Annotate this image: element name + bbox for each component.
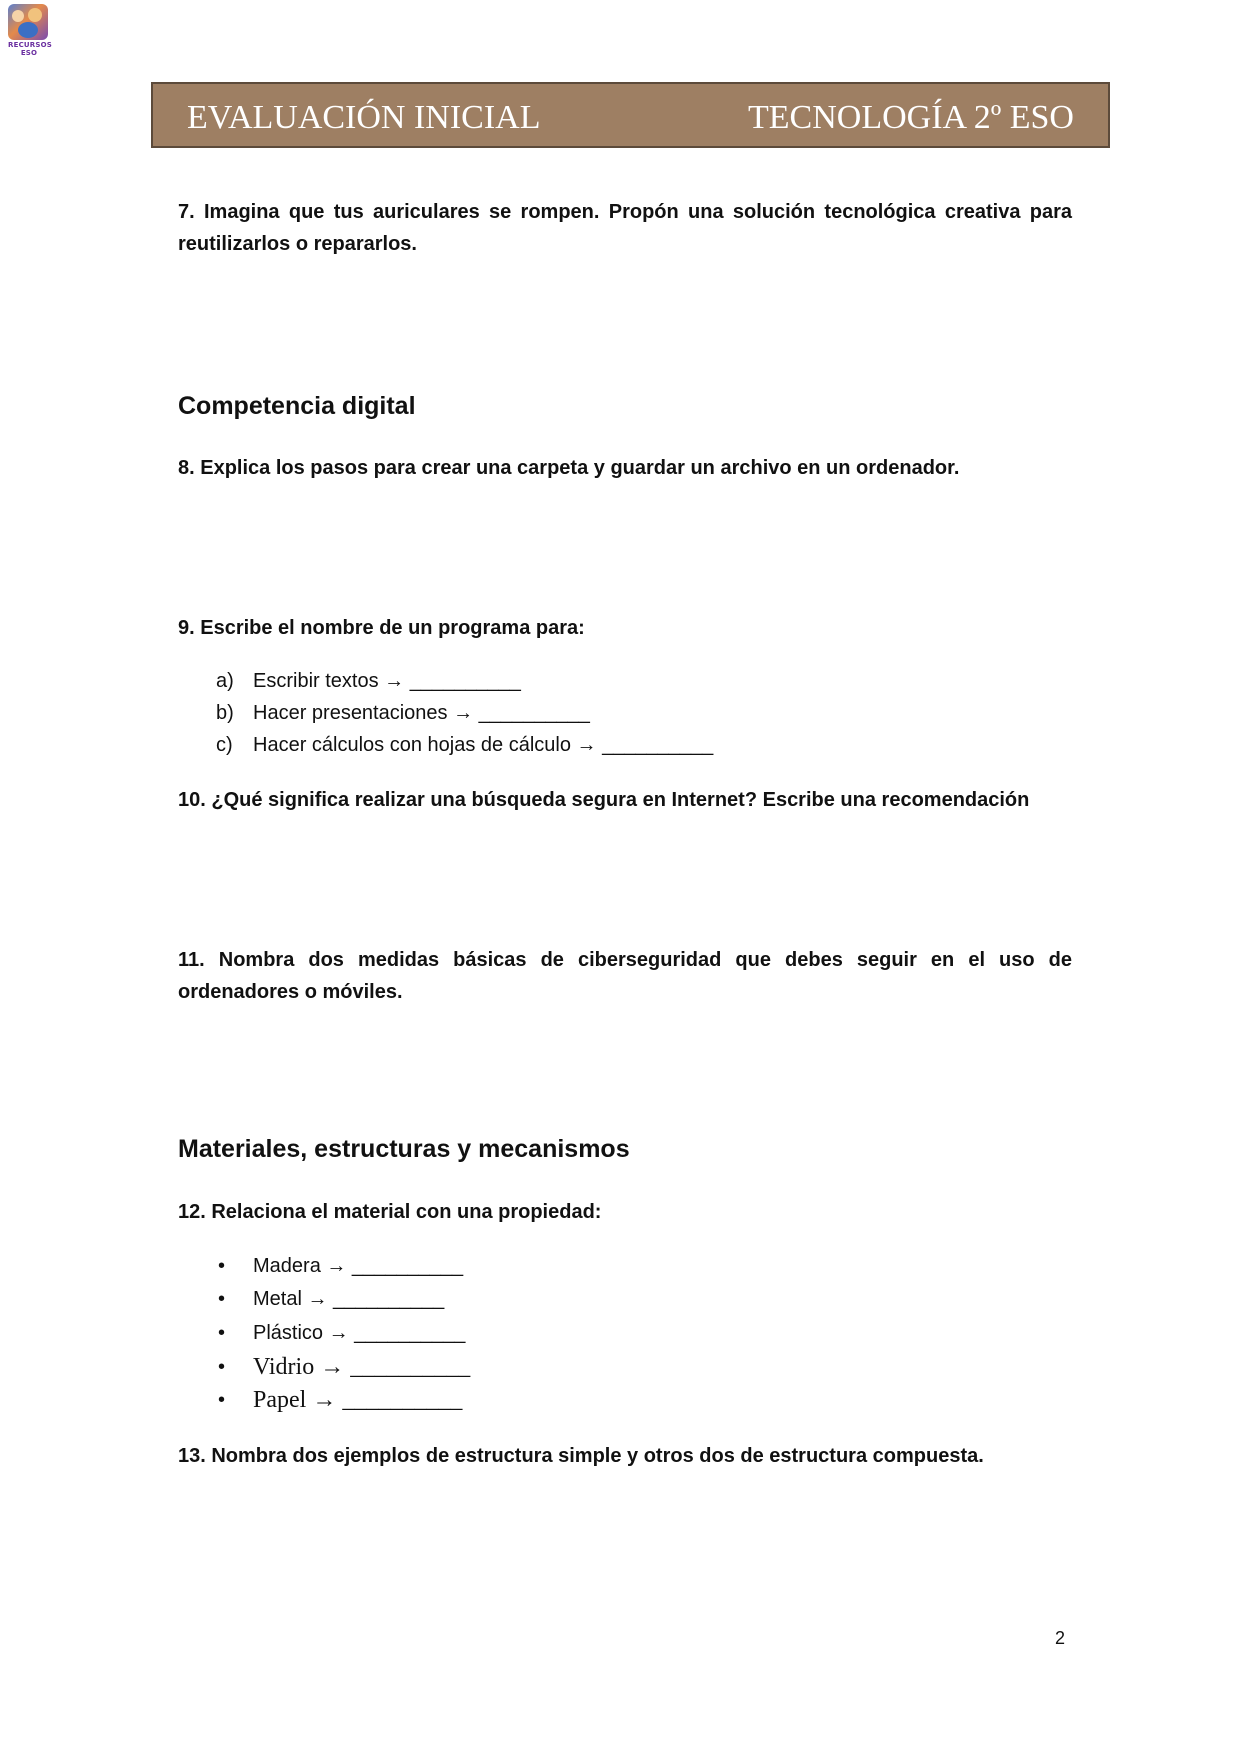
bullet: • bbox=[218, 1389, 226, 1411]
question-12: 12. Relaciona el material con una propiedad: bbox=[178, 1201, 602, 1223]
list-item-text: Papel → __________ bbox=[253, 1387, 463, 1413]
document-header bbox=[151, 82, 1110, 148]
list-item-text: Metal → __________ bbox=[253, 1288, 445, 1310]
bullet: • bbox=[218, 1255, 226, 1277]
question-11: 11. Nombra dos medidas básicas de ciberseguridad que debes seguir en el uso de ordenadores o móviles. bbox=[178, 949, 1072, 1003]
question-9: 9. Escribe el nombre de un programa para: bbox=[178, 617, 585, 639]
list-item-text: Hacer presentaciones → __________ bbox=[253, 702, 590, 724]
header-title: EVALUACIÓN INICIAL bbox=[187, 99, 541, 136]
section-heading-digital: Competencia digital bbox=[178, 392, 416, 420]
list-item bbox=[178, 1351, 1072, 1384]
list-item-text: Hacer cálculos con hojas de cálculo → __________ bbox=[253, 734, 714, 756]
question-12-options bbox=[178, 1250, 1072, 1417]
logo-image bbox=[8, 4, 48, 40]
list-item-text: Plástico → __________ bbox=[253, 1322, 466, 1344]
list-item bbox=[178, 697, 1072, 729]
logo-text: RECURSOS ESO bbox=[8, 41, 53, 57]
list-item-text: Madera → __________ bbox=[253, 1255, 464, 1277]
list-item bbox=[178, 1317, 1072, 1351]
bullet: • bbox=[218, 1288, 226, 1310]
list-item bbox=[178, 665, 1072, 697]
list-marker: c) bbox=[216, 734, 233, 756]
section-heading-materials: Materiales, estructuras y mecanismos bbox=[178, 1135, 630, 1163]
list-item bbox=[178, 1250, 1072, 1283]
list-item-text: Escribir textos → __________ bbox=[253, 670, 521, 692]
header-subject: TECNOLOGÍA 2º ESO bbox=[748, 99, 1074, 136]
list-item bbox=[178, 1384, 1072, 1417]
question-7: 7. Imagina que tus auriculares se rompen. Propón una solución tecnológica creativa para reutilizarlos o repararlos. bbox=[178, 201, 1072, 255]
page-number: 2 bbox=[1055, 1628, 1066, 1648]
logo bbox=[8, 4, 53, 58]
bullet: • bbox=[218, 1356, 226, 1378]
list-item bbox=[178, 1283, 1072, 1317]
question-13: 13. Nombra dos ejemplos de estructura simple y otros dos de estructura compuesta. bbox=[178, 1445, 984, 1467]
question-9-options bbox=[178, 665, 1072, 761]
list-item bbox=[178, 729, 1072, 761]
bullet: • bbox=[218, 1322, 226, 1344]
question-8: 8. Explica los pasos para crear una carpeta y guardar un archivo en un ordenador. bbox=[178, 457, 960, 479]
question-10: 10. ¿Qué significa realizar una búsqueda segura en Internet? Escribe una recomendación bbox=[178, 789, 1030, 811]
list-item-text: Vidrio → __________ bbox=[253, 1354, 471, 1380]
list-marker: b) bbox=[216, 702, 234, 724]
list-marker: a) bbox=[216, 670, 234, 692]
